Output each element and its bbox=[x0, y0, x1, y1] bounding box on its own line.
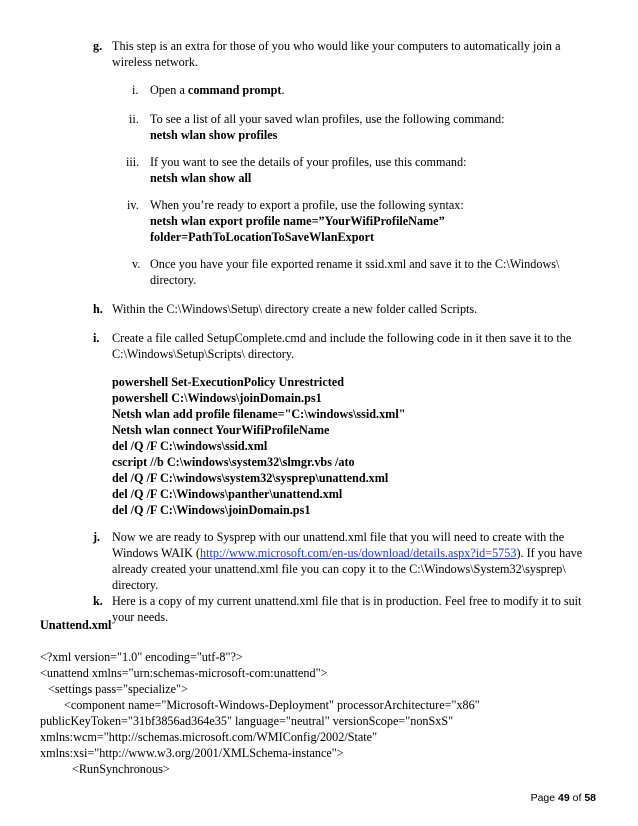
step-k-label: k. bbox=[93, 594, 103, 608]
code-line: del /Q /F C:\windows\ssid.xml bbox=[112, 439, 268, 453]
substep-ii-code: netsh wlan show profiles bbox=[150, 128, 278, 142]
substep-i-text: Open a command prompt. bbox=[150, 83, 285, 97]
substep-iii-text: If you want to see the details of your profiles, use this command: bbox=[150, 155, 467, 169]
substep-ii-label: ii. bbox=[129, 112, 139, 126]
substep-v-label: v. bbox=[132, 257, 141, 271]
xml-line: <unattend xmlns="urn:schemas-microsoft-com:unattend"> bbox=[40, 666, 328, 680]
step-j-label: j. bbox=[93, 530, 101, 544]
step-i-line1: Create a file called SetupComplete.cmd and include the following code in it then save it to the bbox=[112, 331, 572, 345]
code-line: del /Q /F C:\Windows\panther\unattend.xml bbox=[112, 487, 343, 501]
step-j-line2: Windows WAIK (http://www.microsoft.com/en-us/download/details.aspx?id=5753). If you have bbox=[112, 546, 583, 560]
page-number: Page 49 of 58 bbox=[530, 792, 596, 804]
code-line: del /Q /F C:\windows\system32\sysprep\unattend.xml bbox=[112, 471, 389, 485]
substep-iv-code2: folder=PathToLocationToSaveWlanExport bbox=[150, 230, 375, 244]
waik-download-link[interactable]: http://www.microsoft.com/en-us/download/details.aspx?id=5753 bbox=[199, 546, 517, 560]
step-i-line2: C:\Windows\Setup\Scripts\ directory. bbox=[112, 347, 295, 361]
code-line: Netsh wlan connect YourWifiProfileName bbox=[112, 423, 330, 437]
substep-i-label: i. bbox=[132, 83, 139, 97]
step-g-line1: This step is an extra for those of you who would like your computers to automatically join a bbox=[112, 39, 561, 53]
substep-v-line1: Once you have your file exported rename it ssid.xml and save it to the C:\Windows\ bbox=[150, 257, 560, 271]
substep-iii-code: netsh wlan show all bbox=[150, 171, 252, 185]
xml-line: <component name="Microsoft-Windows-Deployment" processorArchitecture="x86" bbox=[64, 698, 480, 712]
xml-line: <?xml version="1.0" encoding="utf-8"?> bbox=[40, 650, 243, 664]
substep-iv-label: iv. bbox=[127, 198, 139, 212]
substep-ii-text: To see a list of all your saved wlan profiles, use the following command: bbox=[150, 112, 505, 126]
step-j-line4: directory. bbox=[112, 578, 159, 592]
step-g-line2: wireless network. bbox=[112, 55, 198, 69]
step-h-text: Within the C:\Windows\Setup\ directory create a new folder called Scripts. bbox=[112, 302, 478, 316]
substep-iii-label: iii. bbox=[126, 155, 140, 169]
step-g-label: g. bbox=[93, 39, 103, 53]
xml-line: xmlns:wcm="http://schemas.microsoft.com/WMIConfig/2002/State" bbox=[40, 730, 378, 744]
section-heading: Unattend.xml bbox=[40, 618, 112, 632]
code-line: powershell C:\Windows\joinDomain.ps1 bbox=[112, 391, 322, 405]
xml-line: <settings pass="specialize"> bbox=[48, 682, 188, 696]
code-line: del /Q /F C:\Windows\joinDomain.ps1 bbox=[112, 503, 311, 517]
xml-line: publicKeyToken="31bf3856ad364e35" language="neutral" versionScope="nonSxS" bbox=[40, 714, 454, 728]
code-line: Netsh wlan add profile filename="C:\windows\ssid.xml" bbox=[112, 407, 406, 421]
xml-line: <RunSynchronous> bbox=[72, 762, 170, 776]
code-line: powershell Set-ExecutionPolicy Unrestricted bbox=[112, 375, 344, 389]
xml-line: xmlns:xsi="http://www.w3.org/2001/XMLSchema-instance"> bbox=[40, 746, 344, 760]
substep-iv-code1: netsh wlan export profile name=”YourWifiProfileName” bbox=[150, 214, 445, 228]
step-j-line1: Now we are ready to Sysprep with our unattend.xml file that you will need to create with the bbox=[112, 530, 565, 544]
step-k-line2: your needs. bbox=[112, 610, 169, 624]
step-j-line3: already created your unattend.xml file you can copy it to the C:\Windows\System32\sysprep\ bbox=[112, 562, 566, 576]
substep-iv-text: When you’re ready to export a profile, use the following syntax: bbox=[150, 198, 464, 212]
step-h-label: h. bbox=[93, 302, 103, 316]
code-line: cscript //b C:\windows\system32\slmgr.vbs /ato bbox=[112, 455, 355, 469]
step-i-label: i. bbox=[93, 331, 100, 345]
substep-v-line2: directory. bbox=[150, 273, 197, 287]
step-k-line1: Here is a copy of my current unattend.xml file that is in production. Feel free to modify it to suit bbox=[112, 594, 582, 608]
